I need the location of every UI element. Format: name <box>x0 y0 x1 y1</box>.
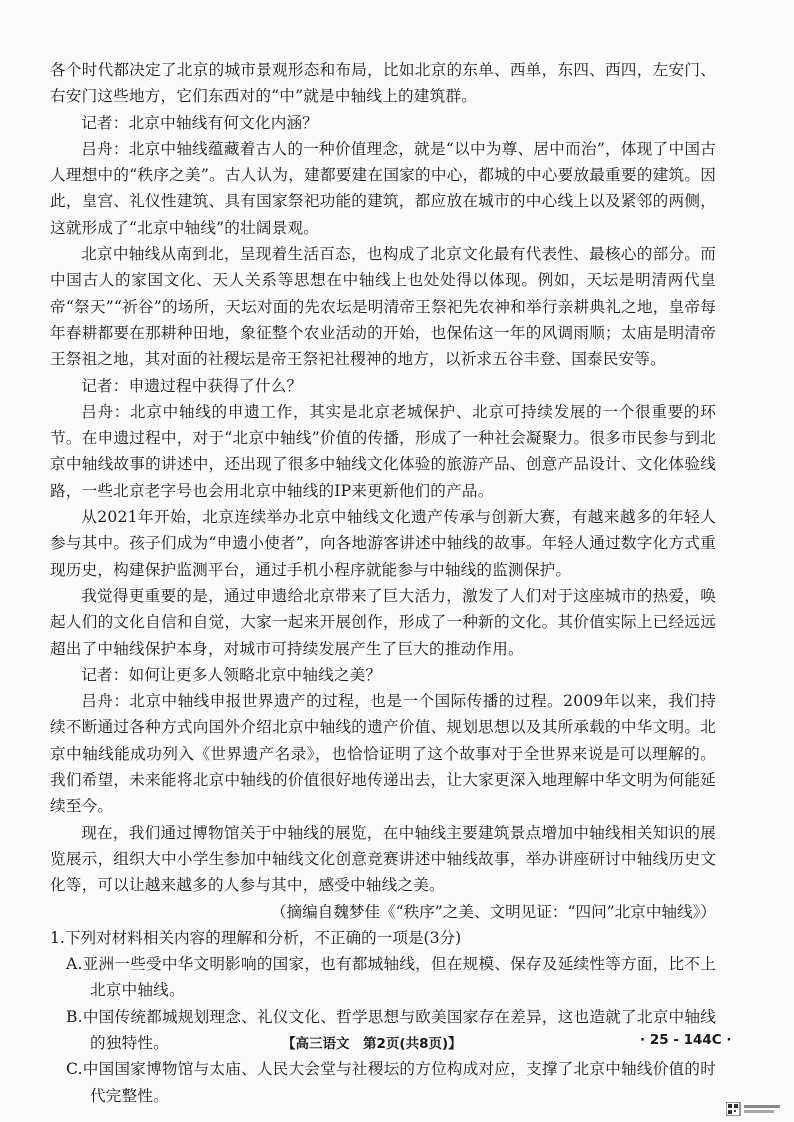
interview-question: 记者：申遗过程中获得了什么？ <box>81 376 303 395</box>
page-footer <box>0 1032 794 1056</box>
option-b: B.中国传统都城规划理念、礼仪文化、哲学思想与欧美国家存在差异，这也造就了北京中轴线的独特性。 <box>66 1007 716 1052</box>
article-paragraph: 从2021年开始，北京连续举办北京中轴线文化遗产传承与创新大赛，有越来越多的年轻人参与其中。孩子们成为“申遗小使者”，向各地游客讲述中轴线的故事。年轻人通过数字化方式重现历史，构建保护监测平台，通过手机小程序就能参与中轴线的监测保护。 <box>50 508 716 579</box>
page-number-label: 【高三语文 第2页(共8页)】 <box>282 1036 462 1052</box>
page-content <box>50 57 716 1109</box>
article-paragraph: 现在，我们通过博物馆关于中轴线的展览，在中轴线主要建筑景点增加中轴线相关知识的展览展示，组织大中小学生参加中轴线文化创意竞赛讲述中轴线故事，举办讲座研讨中轴线历史文化等，可以让越来越多的人参与其中，感受中轴线之美。 <box>50 823 716 895</box>
paper-code: · 25 - 144C · <box>640 1032 732 1048</box>
article-paragraph: 吕舟：北京中轴线的申遗工作，其实是北京老城保护、北京可持续发展的一个很重要的环节。在申遗过程中，对于“北京中轴线”价值的传播，形成了一种社会凝聚力。很多市民参与到北京中轴线故事的讲述中，还出现了很多中轴线文化体验的旅游产品、创意产品设计、文化体验线路，一些北京老字号也会用北京中轴线的IP来更新他们的产品。 <box>50 402 716 500</box>
article-source: （摘编自魏梦佳《“秩序”之美、文明见证：“四问”北京中轴线》） <box>270 902 716 921</box>
article-paragraph: 各个时代都决定了北京的城市景观形态和布局，比如北京的东单、西单，东四、西四，左安门、右安门这些地方，它们东西对的“中”就是中轴线上的建筑群。 <box>50 61 716 106</box>
article-paragraph: 吕舟：北京中轴线申报世界遗产的过程，也是一个国际传播的过程。2009年以来，我们持续不断通过各种方式向国外介绍北京中轴线的遗产价值、规划思想以及其所承载的中华文明。北京中轴线能成功列入《世界遗产名录》，也恰恰证明了这个故事对于全世界来说是可以理解的。我们希望，未来能将北京中轴线的价值很好地传递出去，让大家更深入地理解中华文明为何能延续至今。 <box>50 692 716 816</box>
article-paragraph: 吕舟：北京中轴线蕴藏着古人的一种价值理念，就是“以中为尊、居中而治”，体现了中国古人理想中的“秩序之美”。古人认为，建都要建在国家的中心，都城的中心要放最重要的建筑。因此，皇宫、礼仪性建筑、具有国家祭祀功能的建筑，都应放在城市的中心线上以及紧邻的两侧，这就形成了“北京中轴线”的壮阔景观。 <box>50 139 716 237</box>
interview-question: 记者：北京中轴线有何文化内涵？ <box>81 113 319 132</box>
question-stem: 1.下列对材料相关内容的理解和分析，不正确的一项是(3分) <box>50 928 462 947</box>
qr-code-icon <box>726 1102 782 1116</box>
article-paragraph: 我觉得更重要的是，通过申遗给北京带来了巨大活力，激发了人们对于这座城市的热爱，唤起人们的文化自信和自觉，大家一起来开展创作，形成了一种新的文化。其价值实际上已经远远超出了中轴线保护本身，对城市可持续发展产生了巨大的推动作用。 <box>50 586 716 658</box>
interview-question: 记者：如何让更多人领略北京中轴线之美？ <box>81 665 382 684</box>
option-c: C.中国国家博物馆与太庙、人民大会堂与社稷坛的方位构成对应，支撑了北京中轴线价值的时代完整性。 <box>66 1060 716 1105</box>
article-paragraph: 北京中轴线从南到北，呈现着生活百态，也构成了北京文化最有代表性、最核心的部分。而中国古人的家国文化、天人关系等思想在中轴线上也处处得以体现。例如，天坛是明清两代皇帝“祭天”“祈谷”的场所，天坛对面的先农坛是明清帝王祭祀先农神和举行亲耕典礼之地，皇帝每年春耕都要在那耕种田地，象征整个农业活动的开始，也保佑这一年的风调雨顺；太庙是明清帝王祭祖之地，其对面的社稷坛是帝王祭祀社稷神的地方，以祈求五谷丰登、国泰民安等。 <box>50 245 716 369</box>
option-a: A.亚洲一些受中华文明影响的国家，也有都城轴线，但在规模、保存及延续性等方面，比不上北京中轴线。 <box>66 955 716 1000</box>
